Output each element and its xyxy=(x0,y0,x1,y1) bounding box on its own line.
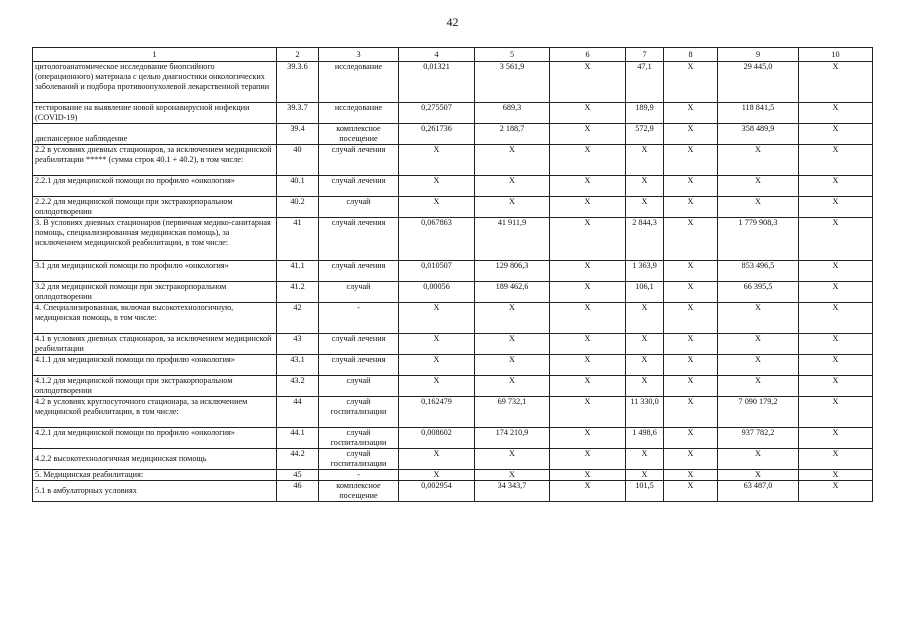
cell-col9: 1 779 908,3 xyxy=(718,218,799,261)
tariff-table xyxy=(32,47,873,502)
cell-col5: Х xyxy=(475,176,550,197)
table-row xyxy=(33,376,873,397)
cell-col6: Х xyxy=(550,103,626,124)
cell-col7: Х xyxy=(626,176,664,197)
cell-col6: Х xyxy=(550,261,626,282)
cell-col4: 0,261736 xyxy=(399,124,475,145)
cell-col4: 0,067863 xyxy=(399,218,475,261)
cell-col4: Х xyxy=(399,176,475,197)
row-code: 39.3.7 xyxy=(277,103,319,124)
cell-col5: Х xyxy=(475,145,550,176)
column-header: 5 xyxy=(475,48,550,62)
row-unit: комплексное посещение xyxy=(319,481,399,502)
row-unit: - xyxy=(319,303,399,334)
column-header: 10 xyxy=(799,48,873,62)
cell-col10: Х xyxy=(799,470,873,481)
cell-col6: Х xyxy=(550,176,626,197)
cell-col8: Х xyxy=(664,261,718,282)
row-unit: случай xyxy=(319,376,399,397)
cell-col6: Х xyxy=(550,355,626,376)
cell-col5: Х xyxy=(475,449,550,470)
cell-col8: Х xyxy=(664,355,718,376)
cell-col4: 0,002954 xyxy=(399,481,475,502)
column-header: 2 xyxy=(277,48,319,62)
table-row xyxy=(33,355,873,376)
table-row xyxy=(33,481,873,502)
cell-col5: 2 188,7 xyxy=(475,124,550,145)
column-header: 6 xyxy=(550,48,626,62)
table-row xyxy=(33,470,873,481)
cell-col7: Х xyxy=(626,197,664,218)
cell-col9: Х xyxy=(718,334,799,355)
cell-col10: Х xyxy=(799,334,873,355)
row-unit: случай лечения xyxy=(319,334,399,355)
cell-col4: Х xyxy=(399,376,475,397)
cell-col4: 0,008602 xyxy=(399,428,475,449)
row-code: 44.2 xyxy=(277,449,319,470)
cell-col5: 174 210,9 xyxy=(475,428,550,449)
row-code: 46 xyxy=(277,481,319,502)
table-row xyxy=(33,334,873,355)
cell-col9: 853 496,5 xyxy=(718,261,799,282)
row-name: 4.1.2 для медицинской помощи при экстракорпоральном оплодотворении xyxy=(33,376,277,397)
cell-col7: Х xyxy=(626,376,664,397)
cell-col6: Х xyxy=(550,282,626,303)
cell-col10: Х xyxy=(799,355,873,376)
cell-col10: Х xyxy=(799,261,873,282)
table-row xyxy=(33,261,873,282)
row-name: 4.1 в условиях дневных стационаров, за исключением медицинской реабилитации xyxy=(33,334,277,355)
cell-col9: 937 782,2 xyxy=(718,428,799,449)
cell-col9: 358 489,9 xyxy=(718,124,799,145)
cell-col5: 34 343,7 xyxy=(475,481,550,502)
cell-col9: 66 395,5 xyxy=(718,282,799,303)
row-unit: случай лечения xyxy=(319,355,399,376)
cell-col9: Х xyxy=(718,376,799,397)
cell-col7: Х xyxy=(626,145,664,176)
cell-col9: 118 841,5 xyxy=(718,103,799,124)
table-row xyxy=(33,428,873,449)
row-unit: случай лечения xyxy=(319,218,399,261)
row-code: 43 xyxy=(277,334,319,355)
cell-col10: Х xyxy=(799,103,873,124)
column-header: 8 xyxy=(664,48,718,62)
cell-col9: Х xyxy=(718,449,799,470)
table-row xyxy=(33,62,873,103)
row-name: 4.2 в условиях круглосуточного стационара, за исключением медицинской реабилитации, в том числе: xyxy=(33,397,277,428)
cell-col5: Х xyxy=(475,470,550,481)
row-unit: случай лечения xyxy=(319,176,399,197)
cell-col7: 1 363,9 xyxy=(626,261,664,282)
row-code: 40 xyxy=(277,145,319,176)
cell-col4: Х xyxy=(399,334,475,355)
cell-col10: Х xyxy=(799,197,873,218)
row-name: 4. Специализированная, включая высокотехнологичную, медицинская помощь, в том числе: xyxy=(33,303,277,334)
cell-col5: Х xyxy=(475,355,550,376)
cell-col10: Х xyxy=(799,428,873,449)
cell-col7: 11 330,0 xyxy=(626,397,664,428)
cell-col8: Х xyxy=(664,197,718,218)
cell-col4: 0,275507 xyxy=(399,103,475,124)
cell-col6: Х xyxy=(550,145,626,176)
row-code: 43.2 xyxy=(277,376,319,397)
row-unit: случай лечения xyxy=(319,261,399,282)
cell-col9: Х xyxy=(718,355,799,376)
cell-col4: 0,162479 xyxy=(399,397,475,428)
row-unit: случай госпитализации xyxy=(319,449,399,470)
cell-col8: Х xyxy=(664,62,718,103)
cell-col4: 0,010507 xyxy=(399,261,475,282)
cell-col8: Х xyxy=(664,103,718,124)
row-name: 4.2.2 высокотехнологичная медицинская помощь xyxy=(33,449,277,470)
table-row xyxy=(33,397,873,428)
table-row xyxy=(33,197,873,218)
table-row xyxy=(33,303,873,334)
cell-col10: Х xyxy=(799,303,873,334)
column-header: 1 xyxy=(33,48,277,62)
cell-col9: Х xyxy=(718,176,799,197)
row-code: 43.1 xyxy=(277,355,319,376)
row-code: 41.1 xyxy=(277,261,319,282)
column-header: 4 xyxy=(399,48,475,62)
row-code: 40.2 xyxy=(277,197,319,218)
cell-col6: Х xyxy=(550,218,626,261)
cell-col4: Х xyxy=(399,197,475,218)
cell-col8: Х xyxy=(664,449,718,470)
row-name: 5. Медицинская реабилитация: xyxy=(33,470,277,481)
cell-col9: Х xyxy=(718,197,799,218)
cell-col7: 572,9 xyxy=(626,124,664,145)
table-row xyxy=(33,449,873,470)
cell-col10: Х xyxy=(799,176,873,197)
cell-col4: Х xyxy=(399,303,475,334)
row-unit: случай лечения xyxy=(319,145,399,176)
row-name: 3.2 для медицинской помощи при экстракорпоральном оплодотворении xyxy=(33,282,277,303)
cell-col8: Х xyxy=(664,218,718,261)
cell-col8: Х xyxy=(664,481,718,502)
cell-col8: Х xyxy=(664,334,718,355)
cell-col6: Х xyxy=(550,124,626,145)
cell-col7: Х xyxy=(626,303,664,334)
cell-col7: 1 498,6 xyxy=(626,428,664,449)
cell-col7: Х xyxy=(626,334,664,355)
cell-col5: 689,3 xyxy=(475,103,550,124)
cell-col7: Х xyxy=(626,449,664,470)
cell-col8: Х xyxy=(664,470,718,481)
cell-col5: Х xyxy=(475,197,550,218)
cell-col5: Х xyxy=(475,376,550,397)
cell-col6: Х xyxy=(550,428,626,449)
cell-col10: Х xyxy=(799,282,873,303)
cell-col7: Х xyxy=(626,470,664,481)
cell-col5: 69 732,1 xyxy=(475,397,550,428)
cell-col8: Х xyxy=(664,303,718,334)
row-unit: случай госпитализации xyxy=(319,428,399,449)
cell-col10: Х xyxy=(799,124,873,145)
cell-col5: 129 806,3 xyxy=(475,261,550,282)
table-row xyxy=(33,145,873,176)
cell-col10: Х xyxy=(799,145,873,176)
row-unit: случай xyxy=(319,197,399,218)
cell-col8: Х xyxy=(664,176,718,197)
cell-col8: Х xyxy=(664,282,718,303)
row-name: тестирование на выявление новой коронавирусной инфекции (COVID-19) xyxy=(33,103,277,124)
cell-col6: Х xyxy=(550,397,626,428)
cell-col5: 3 561,9 xyxy=(475,62,550,103)
table-header-row xyxy=(33,48,873,62)
cell-col9: Х xyxy=(718,470,799,481)
cell-col4: 0,00056 xyxy=(399,282,475,303)
row-name: 3. В условиях дневных стационаров (первичная медико-санитарная помощь, специализированная медицинская помощь), за исключением медицинской реабилитации, в том числе: xyxy=(33,218,277,261)
row-name: 4.2.1 для медицинской помощи по профилю «онкология» xyxy=(33,428,277,449)
row-unit: случай госпитализации xyxy=(319,397,399,428)
cell-col6: Х xyxy=(550,334,626,355)
row-unit: - xyxy=(319,470,399,481)
cell-col6: Х xyxy=(550,470,626,481)
table-row xyxy=(33,103,873,124)
column-header: 9 xyxy=(718,48,799,62)
row-name: цитологоанатомическое исследование биопсийного (операционного) материала с целью диагностики онкологических заболеваний и подбора противоопухолевой лекарственной терапии xyxy=(33,62,277,103)
row-unit: исследование xyxy=(319,103,399,124)
cell-col9: 63 487,0 xyxy=(718,481,799,502)
row-code: 39.3.6 xyxy=(277,62,319,103)
cell-col9: Х xyxy=(718,303,799,334)
row-code: 44.1 xyxy=(277,428,319,449)
cell-col4: 0,01321 xyxy=(399,62,475,103)
table-row xyxy=(33,218,873,261)
row-unit: случай xyxy=(319,282,399,303)
row-code: 45 xyxy=(277,470,319,481)
cell-col5: Х xyxy=(475,303,550,334)
row-name: 2.2.2 для медицинской помощи при экстракорпоральном оплодотворении xyxy=(33,197,277,218)
row-name: 2.2.1 для медицинской помощи по профилю «онкология» xyxy=(33,176,277,197)
column-header: 3 xyxy=(319,48,399,62)
cell-col7: 101,5 xyxy=(626,481,664,502)
row-code: 44 xyxy=(277,397,319,428)
cell-col10: Х xyxy=(799,62,873,103)
row-code: 41.2 xyxy=(277,282,319,303)
cell-col5: Х xyxy=(475,334,550,355)
row-name: диспансерное наблюдение xyxy=(33,124,277,145)
row-code: 40.1 xyxy=(277,176,319,197)
cell-col4: Х xyxy=(399,145,475,176)
cell-col7: Х xyxy=(626,355,664,376)
cell-col10: Х xyxy=(799,376,873,397)
cell-col5: 41 911,9 xyxy=(475,218,550,261)
cell-col4: Х xyxy=(399,355,475,376)
cell-col10: Х xyxy=(799,481,873,502)
row-name: 3.1 для медицинской помощи по профилю «онкология» xyxy=(33,261,277,282)
cell-col10: Х xyxy=(799,218,873,261)
row-code: 41 xyxy=(277,218,319,261)
cell-col9: Х xyxy=(718,145,799,176)
row-name: 5.1 в амбулаторных условиях xyxy=(33,481,277,502)
cell-col8: Х xyxy=(664,376,718,397)
row-unit: исследование xyxy=(319,62,399,103)
cell-col6: Х xyxy=(550,376,626,397)
column-header: 7 xyxy=(626,48,664,62)
row-name: 2.2 в условиях дневных стационаров, за исключением медицинской реабилитации ***** (сумма строк 40.1 + 40.2), в том числе: xyxy=(33,145,277,176)
cell-col8: Х xyxy=(664,145,718,176)
cell-col8: Х xyxy=(664,397,718,428)
row-unit: комплексное посещение xyxy=(319,124,399,145)
cell-col6: Х xyxy=(550,449,626,470)
row-code: 39.4 xyxy=(277,124,319,145)
cell-col7: 47,1 xyxy=(626,62,664,103)
row-code: 42 xyxy=(277,303,319,334)
cell-col7: 189,9 xyxy=(626,103,664,124)
table-row xyxy=(33,282,873,303)
table-row xyxy=(33,176,873,197)
cell-col6: Х xyxy=(550,62,626,103)
cell-col6: Х xyxy=(550,481,626,502)
cell-col4: Х xyxy=(399,470,475,481)
cell-col10: Х xyxy=(799,397,873,428)
page-number: 42 xyxy=(446,15,459,29)
cell-col8: Х xyxy=(664,428,718,449)
cell-col4: Х xyxy=(399,449,475,470)
cell-col5: 189 462,6 xyxy=(475,282,550,303)
cell-col6: Х xyxy=(550,197,626,218)
cell-col10: Х xyxy=(799,449,873,470)
cell-col7: 2 844,3 xyxy=(626,218,664,261)
row-name: 4.1.1 для медицинской помощи по профилю «онкология» xyxy=(33,355,277,376)
cell-col6: Х xyxy=(550,303,626,334)
cell-col9: 29 445,0 xyxy=(718,62,799,103)
cell-col7: 106,1 xyxy=(626,282,664,303)
cell-col8: Х xyxy=(664,124,718,145)
cell-col9: 7 090 179,2 xyxy=(718,397,799,428)
table-row xyxy=(33,124,873,145)
